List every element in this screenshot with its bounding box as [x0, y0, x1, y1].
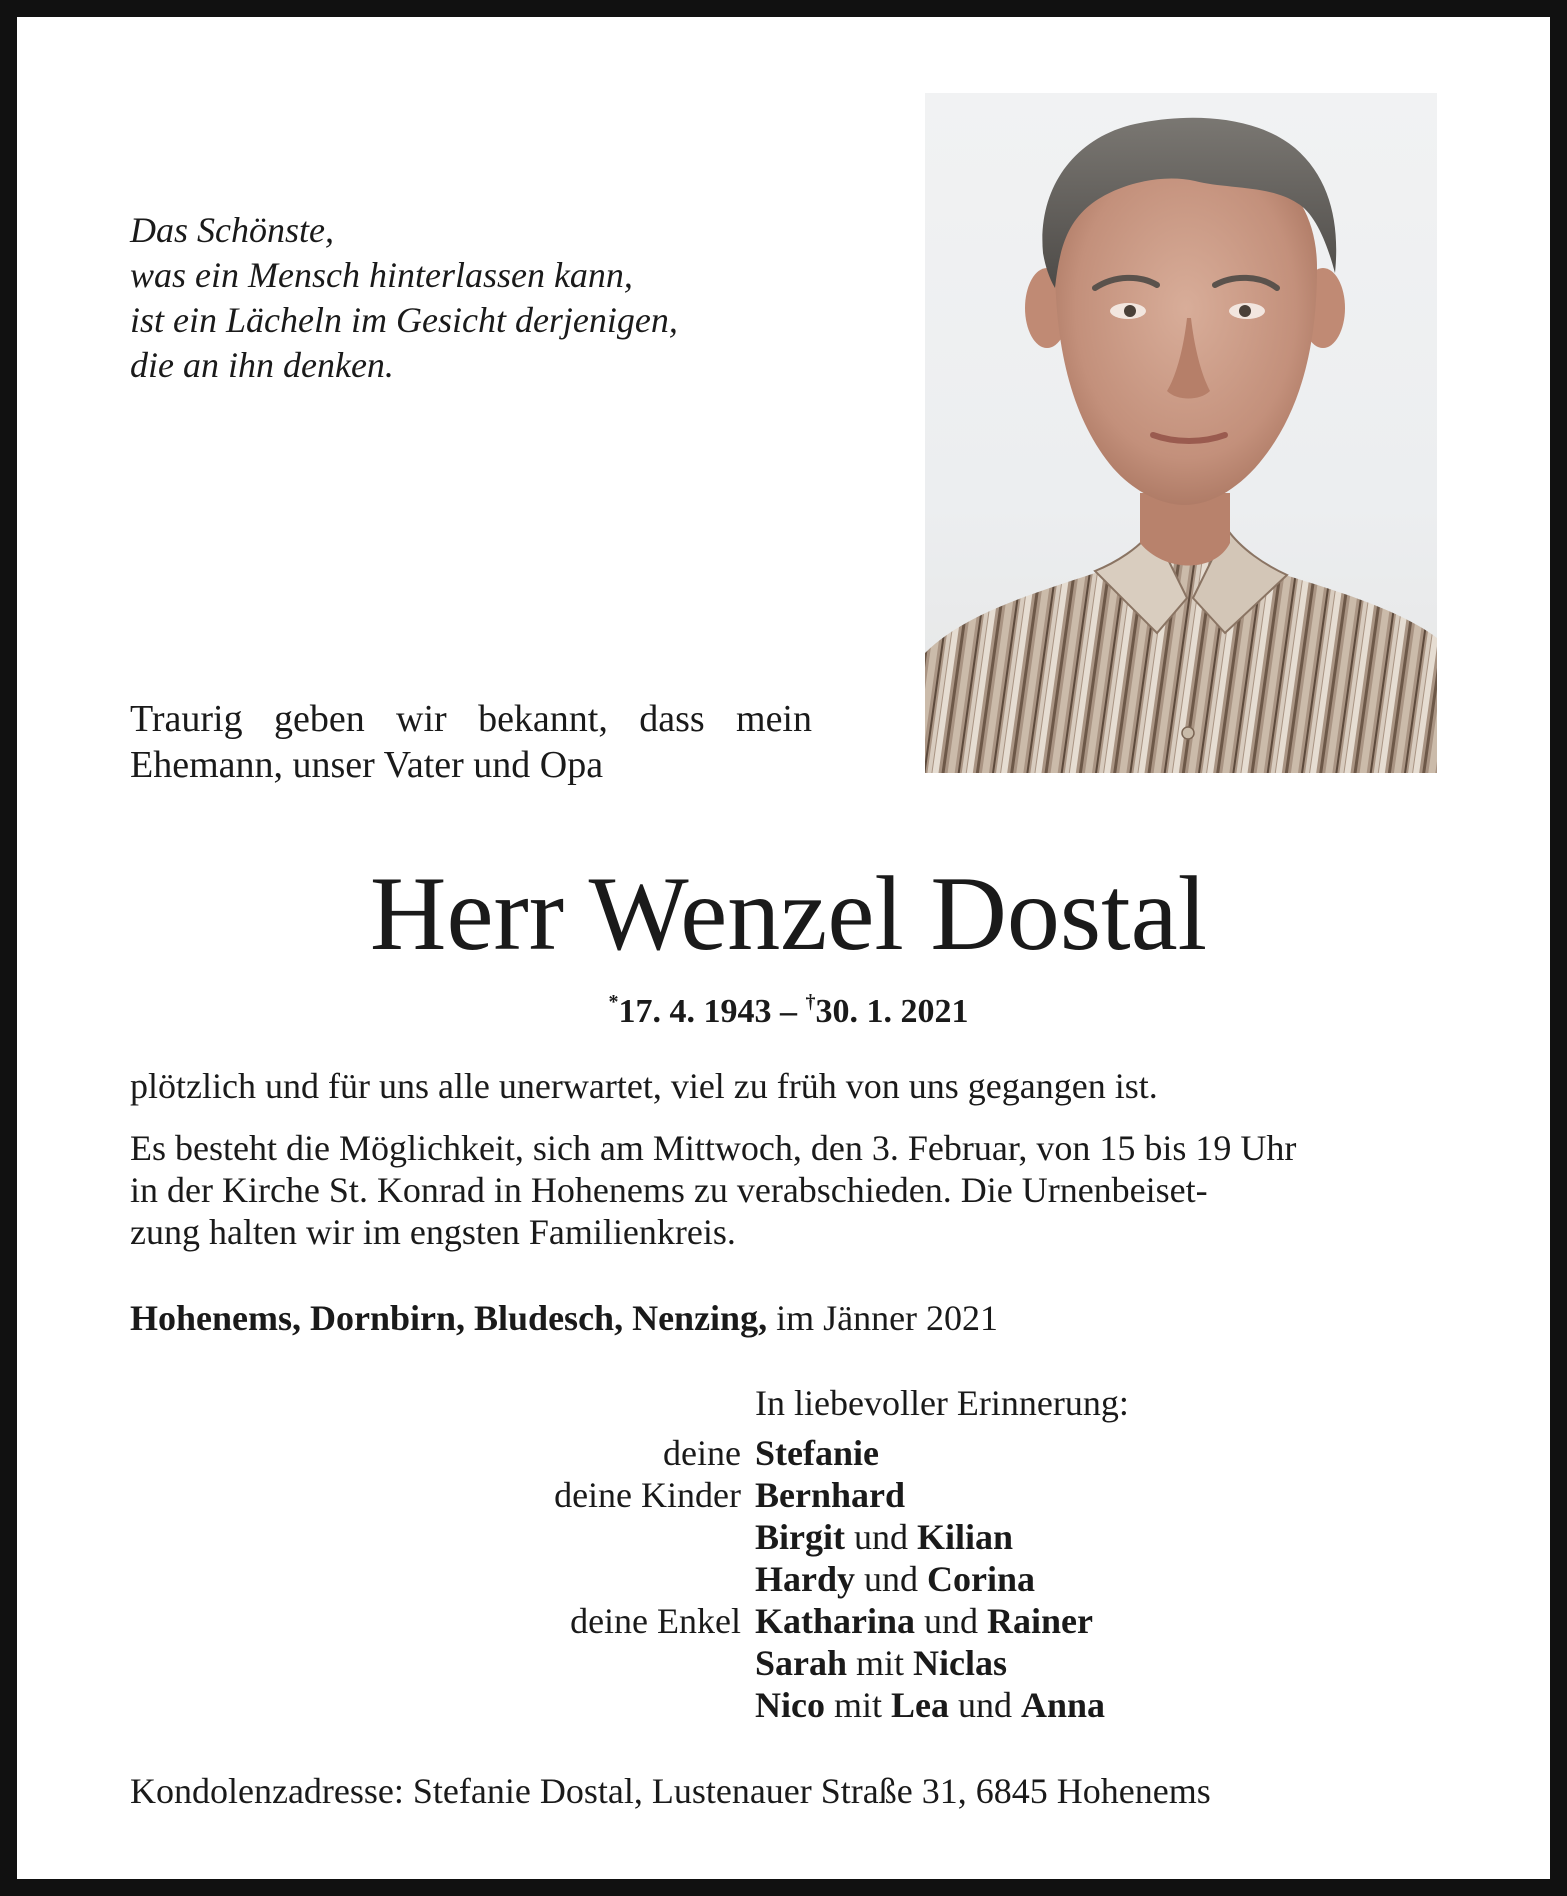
connector: und: [855, 1559, 928, 1599]
relation-label: deine Kinder: [554, 1475, 741, 1515]
places-date: [130, 1297, 998, 1339]
connector: und: [949, 1685, 1021, 1725]
family-row: [0, 1642, 1567, 1684]
quote-line: ist ein Lächeln im Gesicht derjenigen,: [130, 300, 678, 340]
family-names: [755, 1432, 879, 1474]
memorial-quote: [130, 208, 678, 388]
family-member: Birgit: [755, 1517, 845, 1557]
deceased-name: Herr Wenzel Dostal: [369, 855, 1208, 972]
family-member: Rainer: [987, 1601, 1093, 1641]
family-row: [0, 1558, 1567, 1600]
farewell-line: Es besteht die Möglichkeit, sich am Mittwoch, den 3. Februar, von 15 bis 19 Uhr: [130, 1128, 1297, 1168]
connector: und: [915, 1601, 988, 1641]
condolence-address: Kondolenzadresse: Stefanie Dostal, Lustenauer Straße 31, 6845 Hohenems: [130, 1771, 1211, 1811]
family-row: [0, 1516, 1567, 1558]
portrait-illustration: [925, 93, 1437, 773]
family-member: Lea: [891, 1685, 949, 1725]
family-list: [0, 1432, 1567, 1726]
announcement-text: plötzlich und für uns alle unerwartet, viel zu früh von uns gegangen ist.: [130, 1066, 1158, 1106]
family-names: [755, 1516, 1013, 1558]
farewell-line: in der Kirche St. Konrad in Hohenems zu verabschieden. Die Urnenbeiset-: [130, 1170, 1208, 1210]
family-names: [755, 1642, 1007, 1684]
family-member: Nico: [755, 1685, 825, 1725]
family-member: Katharina: [755, 1601, 916, 1641]
family-member: Sarah: [755, 1643, 848, 1683]
date-separator: –: [771, 993, 806, 1030]
death-symbol: †: [805, 991, 816, 1013]
birth-date: 17. 4. 1943: [618, 993, 772, 1030]
announcement-date: im Jänner 2021: [767, 1298, 999, 1338]
connector: und: [844, 1517, 917, 1557]
family-member: Anna: [1021, 1685, 1106, 1725]
intro-text: Traurig geben wir bekannt, dass mein Ehemann, unser Vater und Opa: [130, 698, 812, 786]
family-names: [755, 1600, 1093, 1642]
family-member: Niclas: [913, 1643, 1008, 1683]
connector: mit: [847, 1643, 914, 1683]
family-member: Corina: [927, 1559, 1036, 1599]
memory-heading: In liebevoller Erinnerung:: [755, 1383, 1129, 1423]
family-row: [0, 1684, 1567, 1726]
family-member: Stefanie: [755, 1433, 879, 1473]
quote-line: Das Schönste,: [130, 210, 334, 250]
family-row: [0, 1474, 1567, 1516]
death-date: 30. 1. 2021: [815, 993, 969, 1030]
family-row: [0, 1432, 1567, 1474]
family-names: [755, 1558, 1035, 1600]
life-dates: [0, 982, 1567, 1032]
farewell-info: [130, 1127, 1437, 1253]
places-list: Hohenems, Dornbirn, Bludesch, Nenzing,: [130, 1298, 768, 1338]
birth-symbol: *: [608, 991, 619, 1013]
family-member: Hardy: [755, 1559, 856, 1599]
family-member: Bernhard: [755, 1475, 906, 1515]
quote-line: was ein Mensch hinterlassen kann,: [130, 255, 633, 295]
family-names: [755, 1474, 905, 1516]
family-member: Kilian: [916, 1517, 1014, 1557]
family-names: [755, 1684, 1105, 1726]
farewell-line: zung halten wir im engsten Familienkreis.: [130, 1212, 736, 1252]
connector: mit: [824, 1685, 891, 1725]
quote-line: die an ihn denken.: [130, 345, 394, 385]
portrait-photo: [925, 93, 1437, 773]
family-row: [0, 1600, 1567, 1642]
relation-label: deine: [663, 1433, 741, 1473]
relation-label: deine Enkel: [570, 1601, 741, 1641]
